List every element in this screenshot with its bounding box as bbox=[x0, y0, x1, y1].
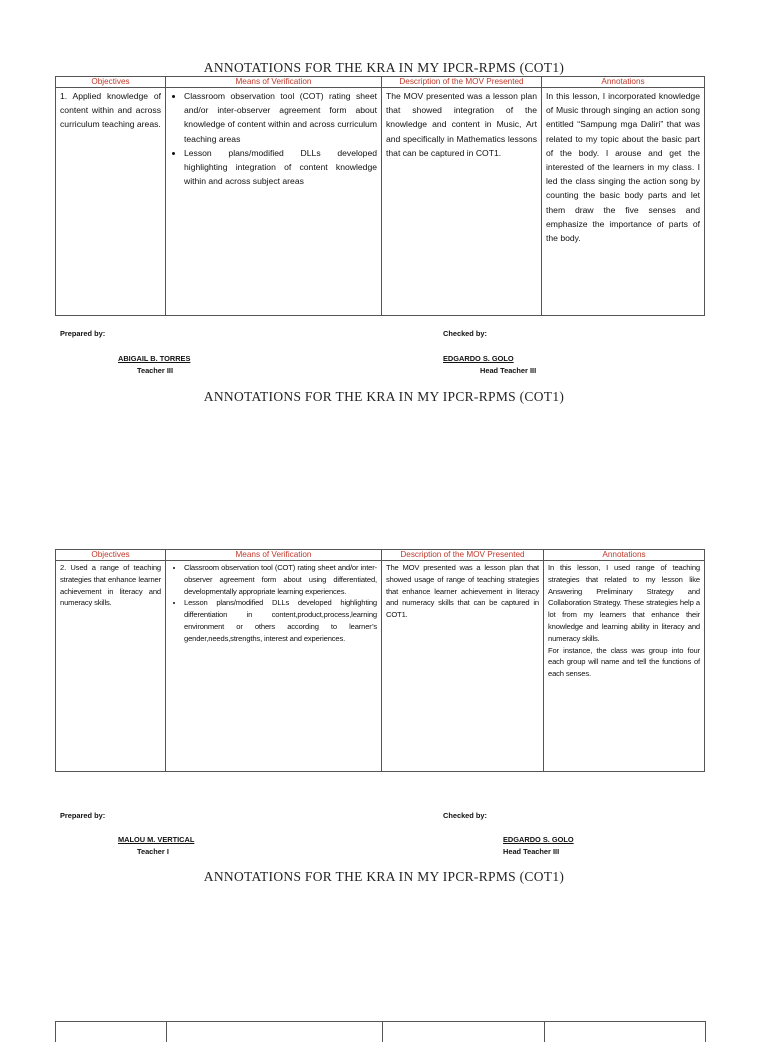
checker-role: Head Teacher III bbox=[503, 847, 560, 856]
header-annotations: Annotations bbox=[542, 77, 705, 88]
checker-name: EDGARDO S. GOLO bbox=[503, 835, 574, 844]
header-objectives: Objectives bbox=[56, 77, 166, 88]
mov-item: • Classroom observation tool (COT) rating sheet and/or inter-observer agreement form about knowledge of content within and across curriculum teaching areas bbox=[184, 89, 377, 146]
mov-item: • Lesson plans/modified DLLs developed highlighting differentiation in content,product,process,learning environment or others according to learner’s gender,needs,strengths, interest and experiences. bbox=[184, 597, 377, 644]
checker-name: EDGARDO S. GOLO bbox=[443, 354, 514, 363]
mov-item: • Classroom observation tool (COT) rating sheet and/or inter-observer agreement form about using differentiated, developmentally appropriate learning experiences. bbox=[184, 562, 377, 597]
preparer-role: Teacher I bbox=[137, 847, 169, 856]
mov-cell bbox=[166, 561, 382, 772]
mov-cell bbox=[166, 88, 382, 316]
header-description: Description of the MOV Presented bbox=[382, 77, 542, 88]
checker-role: Head Teacher III bbox=[480, 366, 537, 375]
description-cell: The MOV presented was a lesson plan that showed usage of range of teaching strategies that enhance learner achievement in literacy and numeracy skills that can be captured in COT1. bbox=[382, 561, 544, 772]
prepared-by-label: Prepared by: bbox=[60, 329, 106, 338]
page-title: ANNOTATIONS FOR THE KRA IN MY IPCR-RPMS (COT1) bbox=[203, 869, 565, 884]
checked-by-label: Checked by: bbox=[443, 811, 487, 820]
mov-item: • Lesson plans/modified DLLs developed highlighting integration of content knowledge within and across subject areas bbox=[184, 146, 377, 189]
table-row bbox=[56, 88, 705, 316]
header-annotations: Annotations bbox=[544, 550, 705, 561]
annotation-cell: In this lesson, I incorporated knowledge of Music through singing an action song entitled “Sampung mga Daliri” that was related to my topic about the basic part of the body. I arouse and get the interested of the learners in my class. I led the class singing the action song by counting the basic body parts and let them draw the five senses and emphasize the importance of parts of the body. bbox=[542, 88, 705, 316]
table-header-row bbox=[56, 77, 705, 88]
kra-table-partial bbox=[55, 1021, 706, 1042]
annotation-paragraph: In this lesson, I used range of teaching strategies that related to my lesson like Answering Preliminary Strategy and Collaboration Strategy. These strategies help a lot from my learners that enhance their knowledge and learning ability in literacy and numeracy skills. bbox=[548, 563, 700, 643]
annotation-cell bbox=[544, 561, 705, 772]
annotation-paragraph: For instance, the class was group into four each group will name and tell the functions of each senses. bbox=[548, 645, 700, 679]
header-objectives: Objectives bbox=[56, 550, 166, 561]
objective-cell: 1. Applied knowledge of content within and across curriculum teaching areas. bbox=[56, 88, 166, 316]
header-means-of-verification: Means of Verification bbox=[166, 550, 382, 561]
description-cell: The MOV presented was a lesson plan that showed integration of the knowledge and content in Music, Art and specifically in Mathematics lessons that can be captured in COT1. bbox=[382, 88, 542, 316]
header-description: Description of the MOV Presented bbox=[382, 550, 544, 561]
prepared-by-label: Prepared by: bbox=[60, 811, 106, 820]
header-means-of-verification: Means of Verification bbox=[166, 77, 382, 88]
kra-table bbox=[55, 549, 705, 772]
preparer-role: Teacher III bbox=[137, 366, 174, 375]
page-title: ANNOTATIONS FOR THE KRA IN MY IPCR-RPMS (COT1) bbox=[203, 60, 565, 75]
page-title: ANNOTATIONS FOR THE KRA IN MY IPCR-RPMS (COT1) bbox=[203, 389, 565, 404]
checked-by-label: Checked by: bbox=[443, 329, 487, 338]
table-header-row bbox=[56, 550, 705, 561]
objective-cell: 2. Used a range of teaching strategies that enhance learner achievement in literacy and numeracy skills. bbox=[56, 561, 166, 772]
table-row bbox=[56, 561, 705, 772]
preparer-name: MALOU M. VERTICAL bbox=[118, 835, 195, 844]
preparer-name: ABIGAIL B. TORRES bbox=[118, 354, 191, 363]
kra-table bbox=[55, 76, 705, 316]
